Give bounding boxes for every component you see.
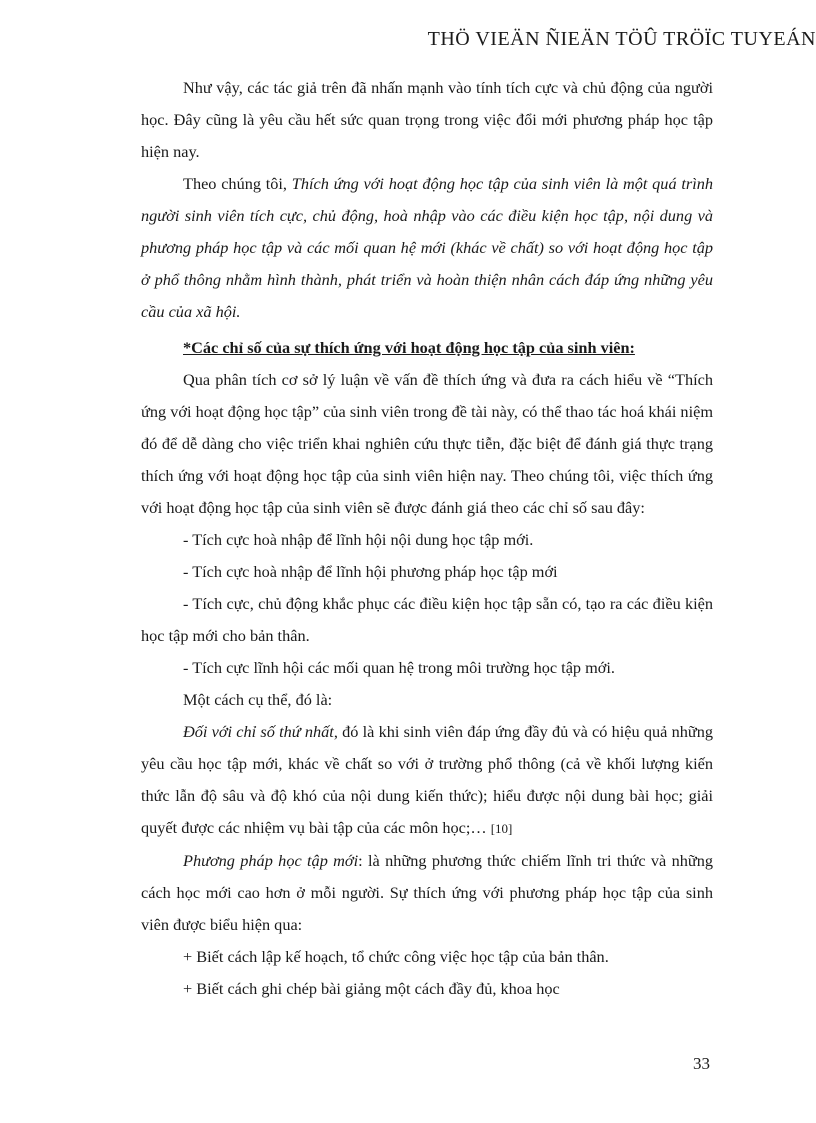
paragraph-6-text: : là những phương thức chiếm lĩnh tri thức và những cách học mới cao hơn ở mỗi người. Sự thích ứng với phương pháp học tập của sinh viên được biểu hiện qua: <box>141 851 713 934</box>
paragraph-3: Qua phân tích cơ sở lý luận về vấn đề thích ứng và đưa ra cách hiểu về “Thích ứng với hoạt động học tập” của sinh viên trong đề tài này, có thể thao tác hoá khái niệm đó để dễ dàng cho việc triển khai nghiên cứu thực tiễn, đặc biệt để đánh giá thực trạng thích ứng với hoạt động học tập của sinh viên hiện nay. Theo chúng tôi, việc thích ứng với hoạt động học tập của sinh viên sẽ được đánh giá theo các chỉ số sau đây: <box>141 370 713 517</box>
list-item: + Biết cách ghi chép bài giảng một cách đầy đủ, khoa học <box>183 979 560 998</box>
paragraph-1: Như vậy, các tác giả trên đã nhấn mạnh vào tính tích cực và chủ động của người học. Đây cũng là yêu cầu hết sức quan trọng trong việc đổi mới phương pháp học tập hiện nay. <box>141 78 713 161</box>
list-item: - Tích cực, chủ động khắc phục các điều kiện học tập sẵn có, tạo ra các điều kiện học tập mới cho bản thân. <box>141 594 713 645</box>
paragraph-5 <box>141 716 713 845</box>
paragraph-5-italic: Đối với chỉ số thứ nhất <box>183 722 334 741</box>
paragraph-2-definition <box>141 168 713 328</box>
page-number: 33 <box>693 1054 710 1073</box>
page-body <box>141 72 713 1005</box>
definition-italic: Thích ứng với hoạt động học tập của sinh viên là một quá trình người sinh viên tích cực, chủ động, hoà nhập vào các điều kiện học tập, nội dung và phương pháp học tập và các mối quan hệ mới (khác về chất) so với hoạt động học tập ở phổ thông nhằm hình thành, phát triển và hoàn thiện nhân cách đáp ứng những yêu cầu của xã hội. <box>141 174 713 321</box>
list-item: - Tích cực lĩnh hội các mối quan hệ trong môi trường học tập mới. <box>183 658 616 677</box>
paragraph-2-lead: Theo chúng tôi, <box>183 174 292 193</box>
paragraph-6 <box>141 845 713 941</box>
paragraph-5-text: , đó là khi sinh viên đáp ứng đầy đủ và có hiệu quả những yêu cầu học tập mới, khác về chất so với ở trường phổ thông (cả về khối lượng kiến thức lẫn độ sâu và độ khó của nội dung kiến thức); hiểu được nội dung bài học; giải quyết được các nhiệm vụ bài tập của các môn học;… <box>141 722 713 837</box>
running-header: THÖ VIEÄN ÑIEÄN TÖÛ TRÖÏC TUYEÁN <box>427 28 816 50</box>
list-item: - Tích cực hoà nhập để lĩnh hội nội dung học tập mới. <box>183 530 534 549</box>
section-heading: *Các chỉ số của sự thích ứng với hoạt động học tập của sinh viên: <box>183 338 635 357</box>
list-item: + Biết cách lập kế hoạch, tổ chức công việc học tập của bản thân. <box>183 947 609 966</box>
citation-ref: [10] <box>490 821 513 836</box>
paragraph-6-italic: Phương pháp học tập mới <box>183 851 359 870</box>
list-item: - Tích cực hoà nhập để lĩnh hội phương pháp học tập mới <box>183 562 558 581</box>
paragraph-4: Một cách cụ thể, đó là: <box>183 690 333 709</box>
